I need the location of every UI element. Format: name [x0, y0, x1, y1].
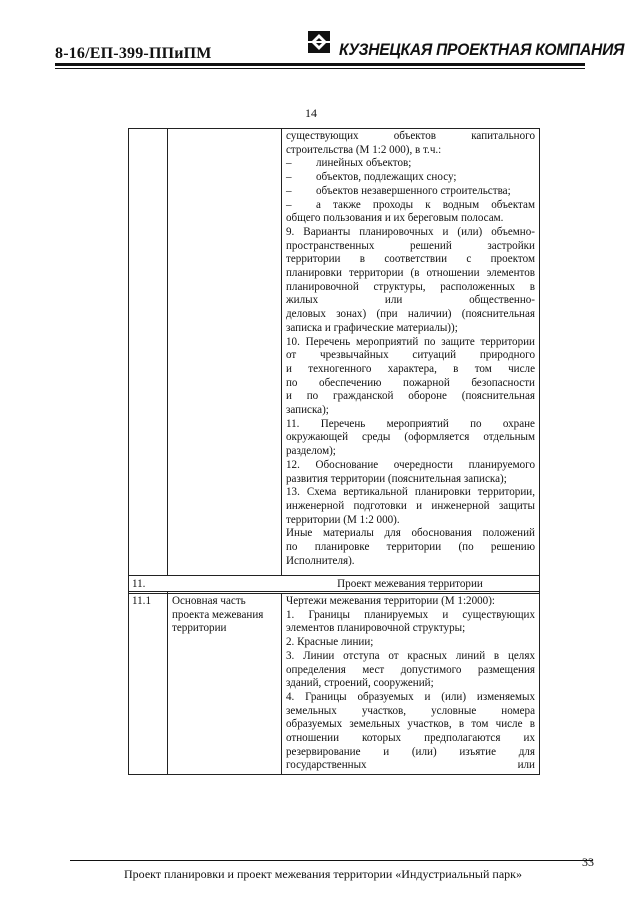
table-col-divider-2b [281, 593, 282, 774]
table-col-divider-2 [281, 128, 282, 575]
text-line: 3. Линии отступа от красных линий в целях [286, 649, 535, 662]
company-name: КУЗНЕЦКАЯ ПРОЕКТНАЯ КОМПАНИЯ [339, 40, 625, 59]
text-line: территории [172, 622, 227, 635]
table-border-bottom [128, 774, 540, 775]
list-item-text: а также проходы к водным объектам [316, 198, 535, 211]
text-line: определения мест допустимого размещения [286, 663, 535, 676]
text-line: записка и графические материалы)); [286, 321, 458, 334]
row-number: 11.1 [132, 595, 152, 607]
content-cell-block1 [286, 130, 535, 569]
text-line: планировочной структуры, расположенных в [286, 280, 535, 293]
text-line: территории (М 1:2 000). [286, 513, 400, 526]
company-logo-icon [308, 31, 330, 53]
text-line: записка); [286, 404, 329, 417]
text-line: пространственных решений застройки [286, 239, 535, 252]
footer-rule [70, 860, 592, 861]
text-line: резервирование и (или) изъятие для [286, 745, 535, 758]
text-line: Основная часть [172, 595, 246, 607]
document-code: 8-16/ЕП-399-ППиПМ [55, 45, 212, 62]
text-line: 4. Границы образуемых и (или) изменяемых [286, 690, 535, 703]
text-line: развития территории (пояснительная записка); [286, 472, 507, 485]
text-line: общего пользования и их береговым полосам. [286, 212, 504, 225]
footer-page-number: 33 [582, 855, 594, 869]
text-line: и техногенного характера, в том числе [286, 362, 535, 375]
text-line: по обеспечению пожарной безопасности [286, 376, 535, 389]
list-item: – а также проходы к водным объектам [286, 198, 535, 211]
text-line: 10. Перечень мероприятий по защите территории [286, 335, 535, 348]
list-item-text: объектов, подлежащих сносу; [316, 171, 457, 184]
text-line: планировки территории (в отношении элементов [286, 267, 535, 280]
text-line: 2. Красные линии; [286, 636, 374, 649]
text-line: строительства (М 1:2 000), в т.ч.: [286, 143, 442, 156]
table-col-divider-1 [167, 128, 168, 575]
text-line: разделом); [286, 445, 336, 458]
text-line: государственных или [286, 759, 535, 772]
table-border-left [128, 128, 129, 774]
text-line: 13. Схема вертикальной планировки территории, [286, 486, 535, 499]
list-item-text: объектов незавершенного строительства; [316, 184, 511, 197]
text-line: 1. Границы планируемых и существующих [286, 608, 535, 621]
text-line: образуемых земельных участков, в том числе в [286, 718, 535, 731]
table-row-divider-2b [128, 593, 540, 594]
text-line: жилых или общественно- [286, 294, 535, 307]
list-item-text: линейных объектов; [316, 157, 412, 170]
text-line: зданий, строений, сооружений; [286, 677, 434, 690]
section-title: Проект межевания территории [337, 578, 483, 590]
text-line: окружающей среды (оформляется отдельным [286, 431, 535, 444]
content-cell-row111 [286, 595, 535, 773]
text-line: Исполнителя). [286, 554, 355, 567]
table-col-divider-1b [167, 591, 168, 774]
text-line: Чертежи межевания территории (М 1:2000): [286, 595, 496, 607]
row-name-cell [172, 595, 278, 636]
list-item: – объектов незавершенного строительства; [286, 184, 511, 197]
text-line: земельных участков, условные номера [286, 704, 535, 717]
text-line: существующих объектов капитального [286, 130, 535, 142]
table-row-divider-1 [128, 575, 540, 576]
header-rule [55, 63, 585, 66]
list-item: – линейных объектов; [286, 157, 412, 170]
table-border-top [128, 128, 540, 129]
text-line: от чрезвычайных ситуаций природного [286, 349, 535, 362]
text-line: и по гражданской обороне (пояснительная [286, 390, 535, 403]
header-rule-thin [55, 68, 585, 69]
text-line: деловых зонах) (при наличии) (пояснительная [286, 308, 535, 321]
table-border-right [539, 128, 540, 774]
text-line: 11. Перечень мероприятий по охране [286, 417, 535, 430]
text-line: элементов планировочной структуры; [286, 622, 466, 635]
section-number: 11. [132, 578, 146, 590]
text-line: инженерной подготовки и инженерной защиты [286, 499, 535, 512]
list-item: – объектов, подлежащих сносу; [286, 171, 457, 184]
footer-title: Проект планировки и проект межевания территории «Индустриальный парк» [124, 867, 522, 881]
text-line: 9. Варианты планировочных и (или) объемно- [286, 225, 535, 238]
text-line: по планировке территории (по решению [286, 541, 535, 554]
text-line: проекта межевания [172, 608, 264, 621]
text-line: территории в соответствии с проектом [286, 253, 535, 266]
text-line: отношении которых предполагаются их [286, 732, 535, 745]
text-line: Иные материалы для обоснования положений [286, 527, 535, 540]
text-line: 12. Обоснование очередности планируемого [286, 458, 535, 471]
page-number: 14 [305, 106, 317, 120]
